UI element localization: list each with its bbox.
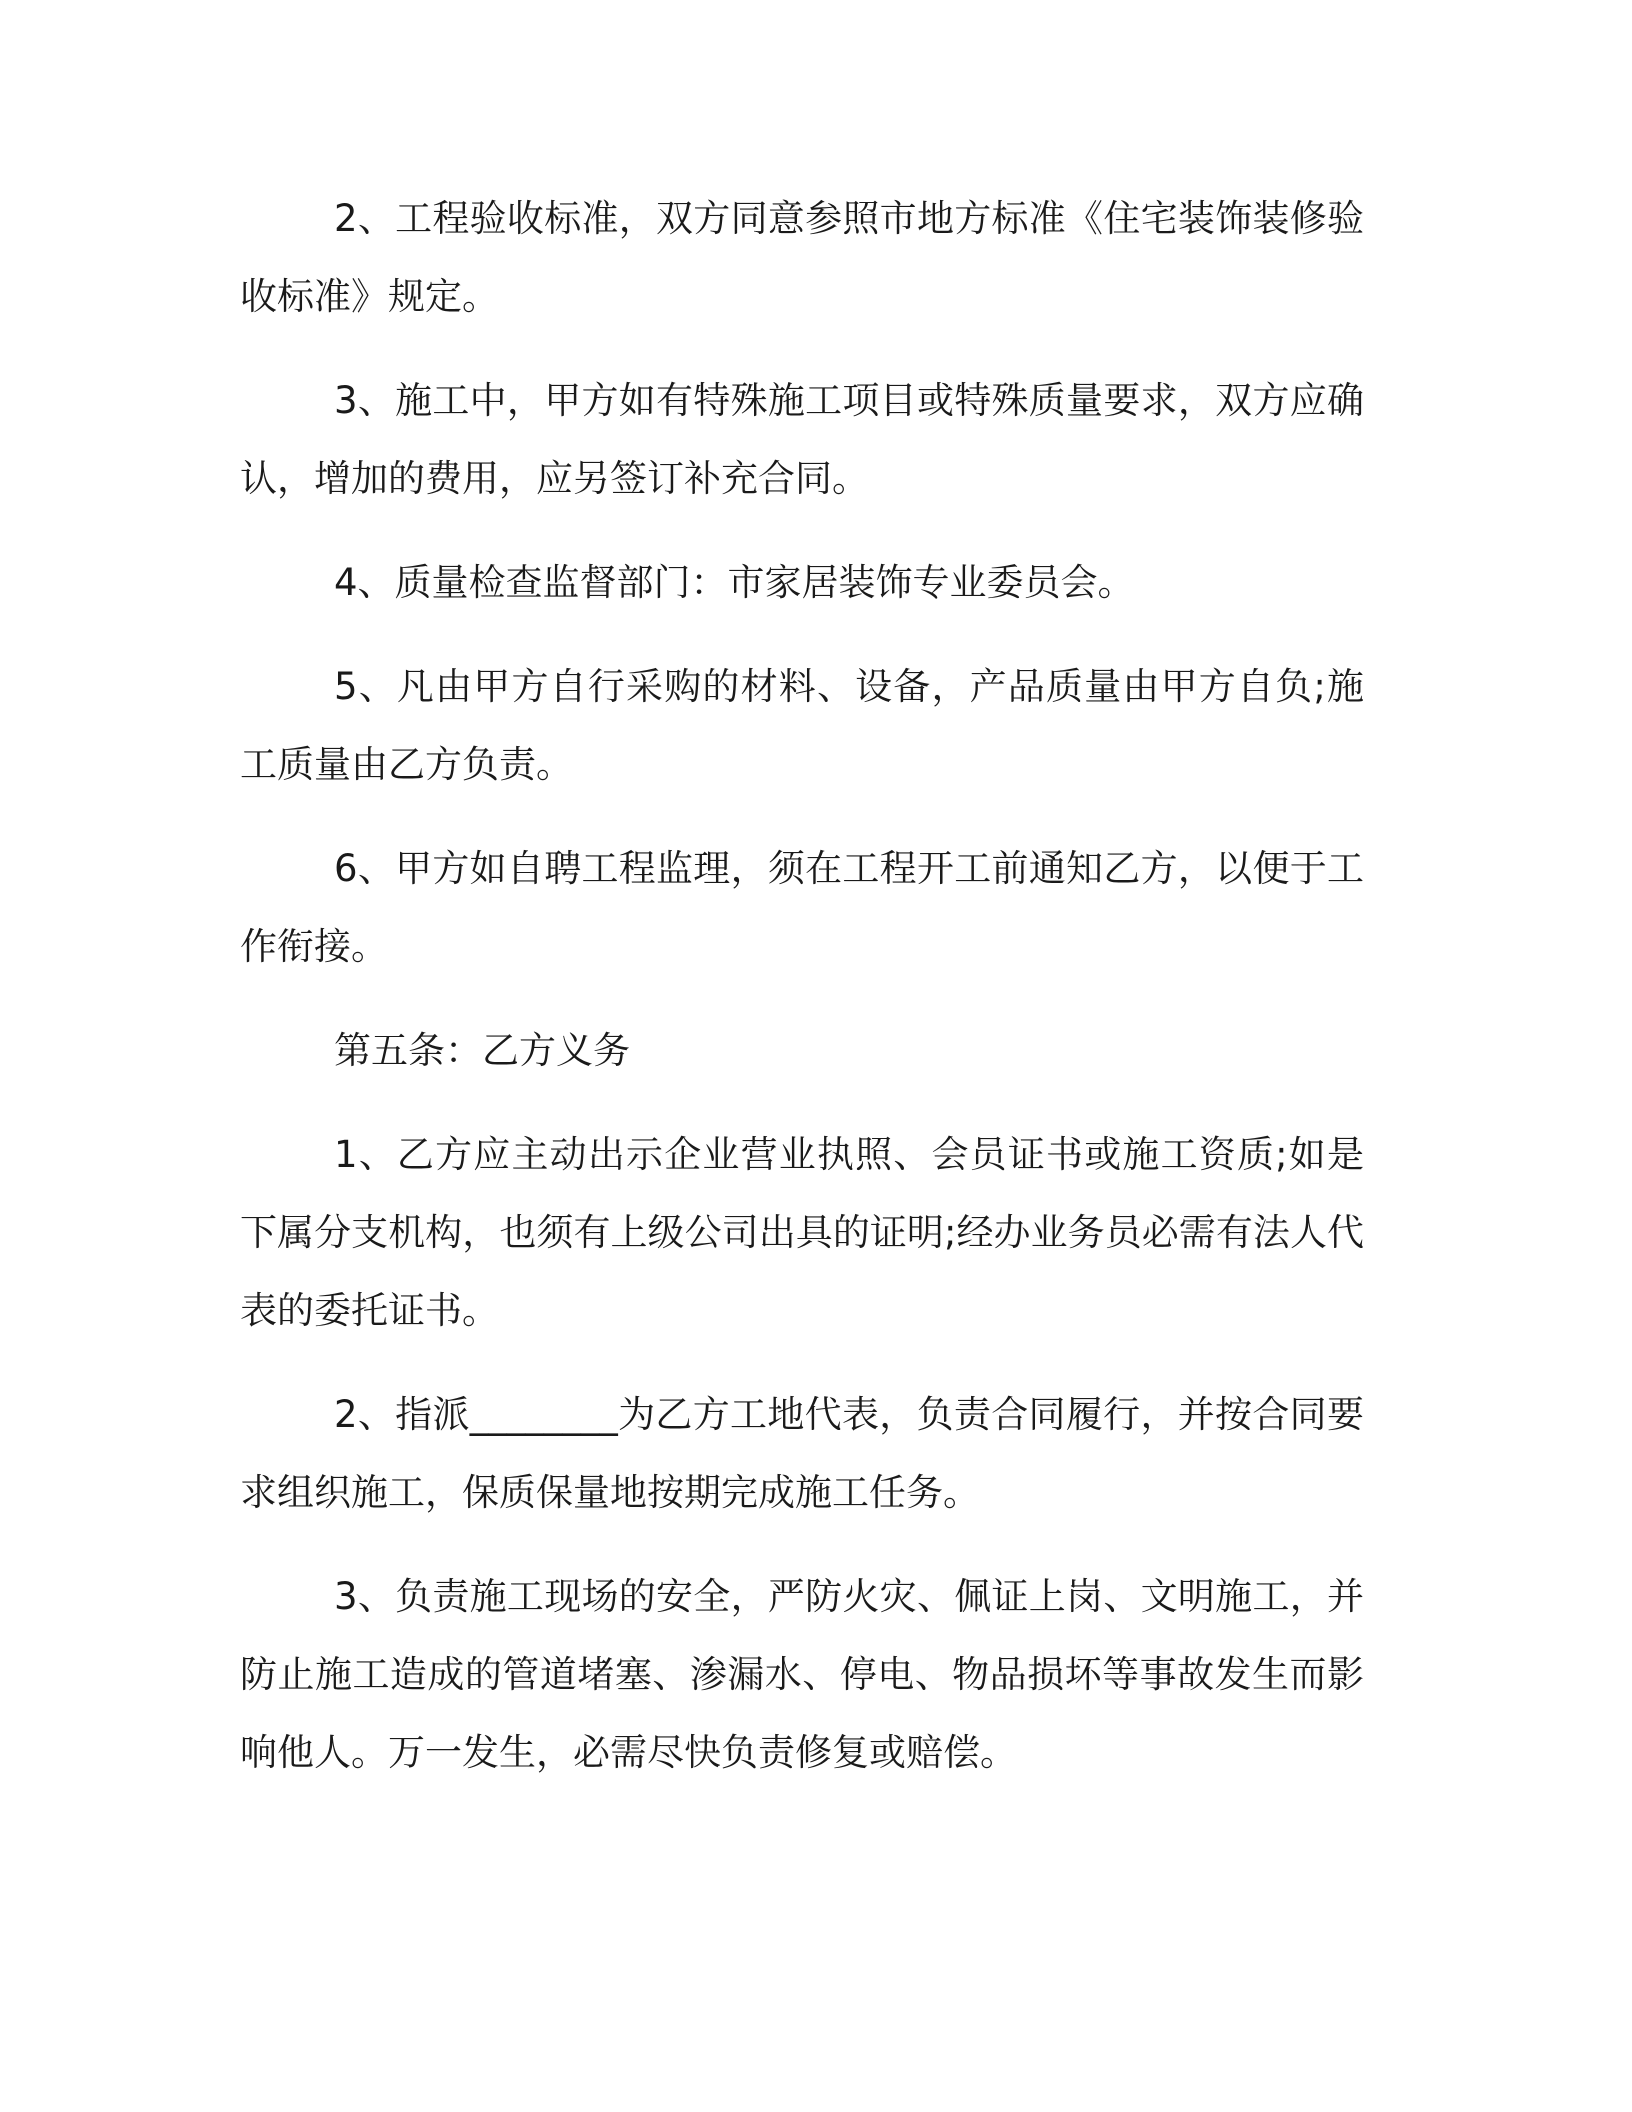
section-heading-article-5: 第五条：乙方义务 [334, 1029, 630, 1072]
document-body [240, 180, 1364, 1818]
obligation-item-1-credentials: 1、乙方应主动出示企业营业执照、会员证书或施工资质;如是下属分支机构，也须有上级公司出具的证明;经办业务员必需有法人代表的委托证书。 [240, 1133, 1364, 1332]
obligation-item-2-site-representative: 2、指派________为乙方工地代表，负责合同履行，并按合同要求组织施工，保质保量地按期完成施工任务。 [240, 1393, 1364, 1514]
clause-item-4-supervision-department: 4、质量检查监督部门：市家居装饰专业委员会。 [334, 561, 1135, 604]
clause-item-5-material-quality: 5、凡由甲方自行采购的材料、设备，产品质量由甲方自负;施工质量由乙方负责。 [240, 665, 1364, 786]
obligation-item-3-site-safety: 3、负责施工现场的安全，严防火灾、佩证上岗、文明施工，并防止施工造成的管道堵塞、渗漏水、停电、物品损坏等事故发生而影响他人。万一发生，必需尽快负责修复或赔偿。 [240, 1575, 1364, 1774]
clause-item-2-acceptance-standard: 2、工程验收标准，双方同意参照市地方标准《住宅装饰装修验收标准》规定。 [240, 197, 1364, 318]
clause-item-6-engineering-supervisor: 6、甲方如自聘工程监理，须在工程开工前通知乙方，以便于工作衔接。 [240, 847, 1364, 968]
clause-item-3-special-requirements: 3、施工中，甲方如有特殊施工项目或特殊质量要求，双方应确认，增加的费用，应另签订补充合同。 [240, 379, 1364, 500]
